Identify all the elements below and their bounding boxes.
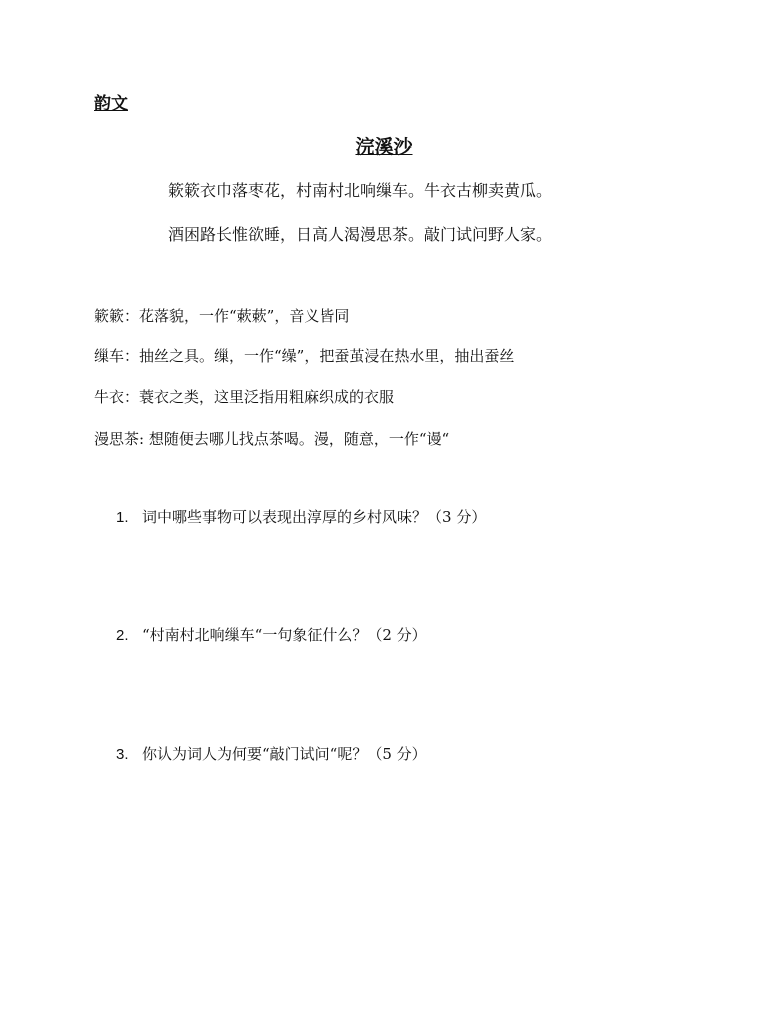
poem-title: 浣溪沙 — [355, 136, 413, 158]
question-number: 1. — [116, 509, 129, 526]
question-1 — [116, 506, 486, 527]
question-text: 你认为词人为何要“敲门试问“呢？（5 分） — [142, 745, 427, 763]
question-number: 2. — [116, 627, 129, 644]
poem-line-2: 酒困路长惟欲睡，日高人渴漫思茶。敲门试问野人家。 — [168, 225, 553, 244]
question-3 — [116, 743, 427, 764]
note-susu: 簌簌：花落貌，一作“蔌蔌”，音义皆同 — [94, 307, 350, 325]
question-text: “村南村北响缫车“一句象征什么？（2 分） — [142, 626, 427, 644]
note-niuyi: 牛衣：蓑衣之类，这里泛指用粗麻织成的衣服 — [94, 388, 395, 406]
section-heading: 韵文 — [94, 94, 128, 114]
question-2 — [116, 624, 427, 645]
poem-line-1: 簌簌衣巾落枣花，村南村北响缫车。牛衣古柳卖黄瓜。 — [168, 181, 553, 200]
note-saoche: 缫车：抽丝之具。缫，一作“缲”，把蚕茧浸在热水里，抽出蚕丝 — [94, 347, 515, 365]
question-text: 词中哪些事物可以表现出淳厚的乡村风味？（3 分） — [142, 508, 487, 526]
note-mansicha: 漫思茶: 想随便去哪儿找点茶喝。漫，随意，一作“谩“ — [94, 430, 450, 448]
question-number: 3. — [116, 746, 129, 763]
